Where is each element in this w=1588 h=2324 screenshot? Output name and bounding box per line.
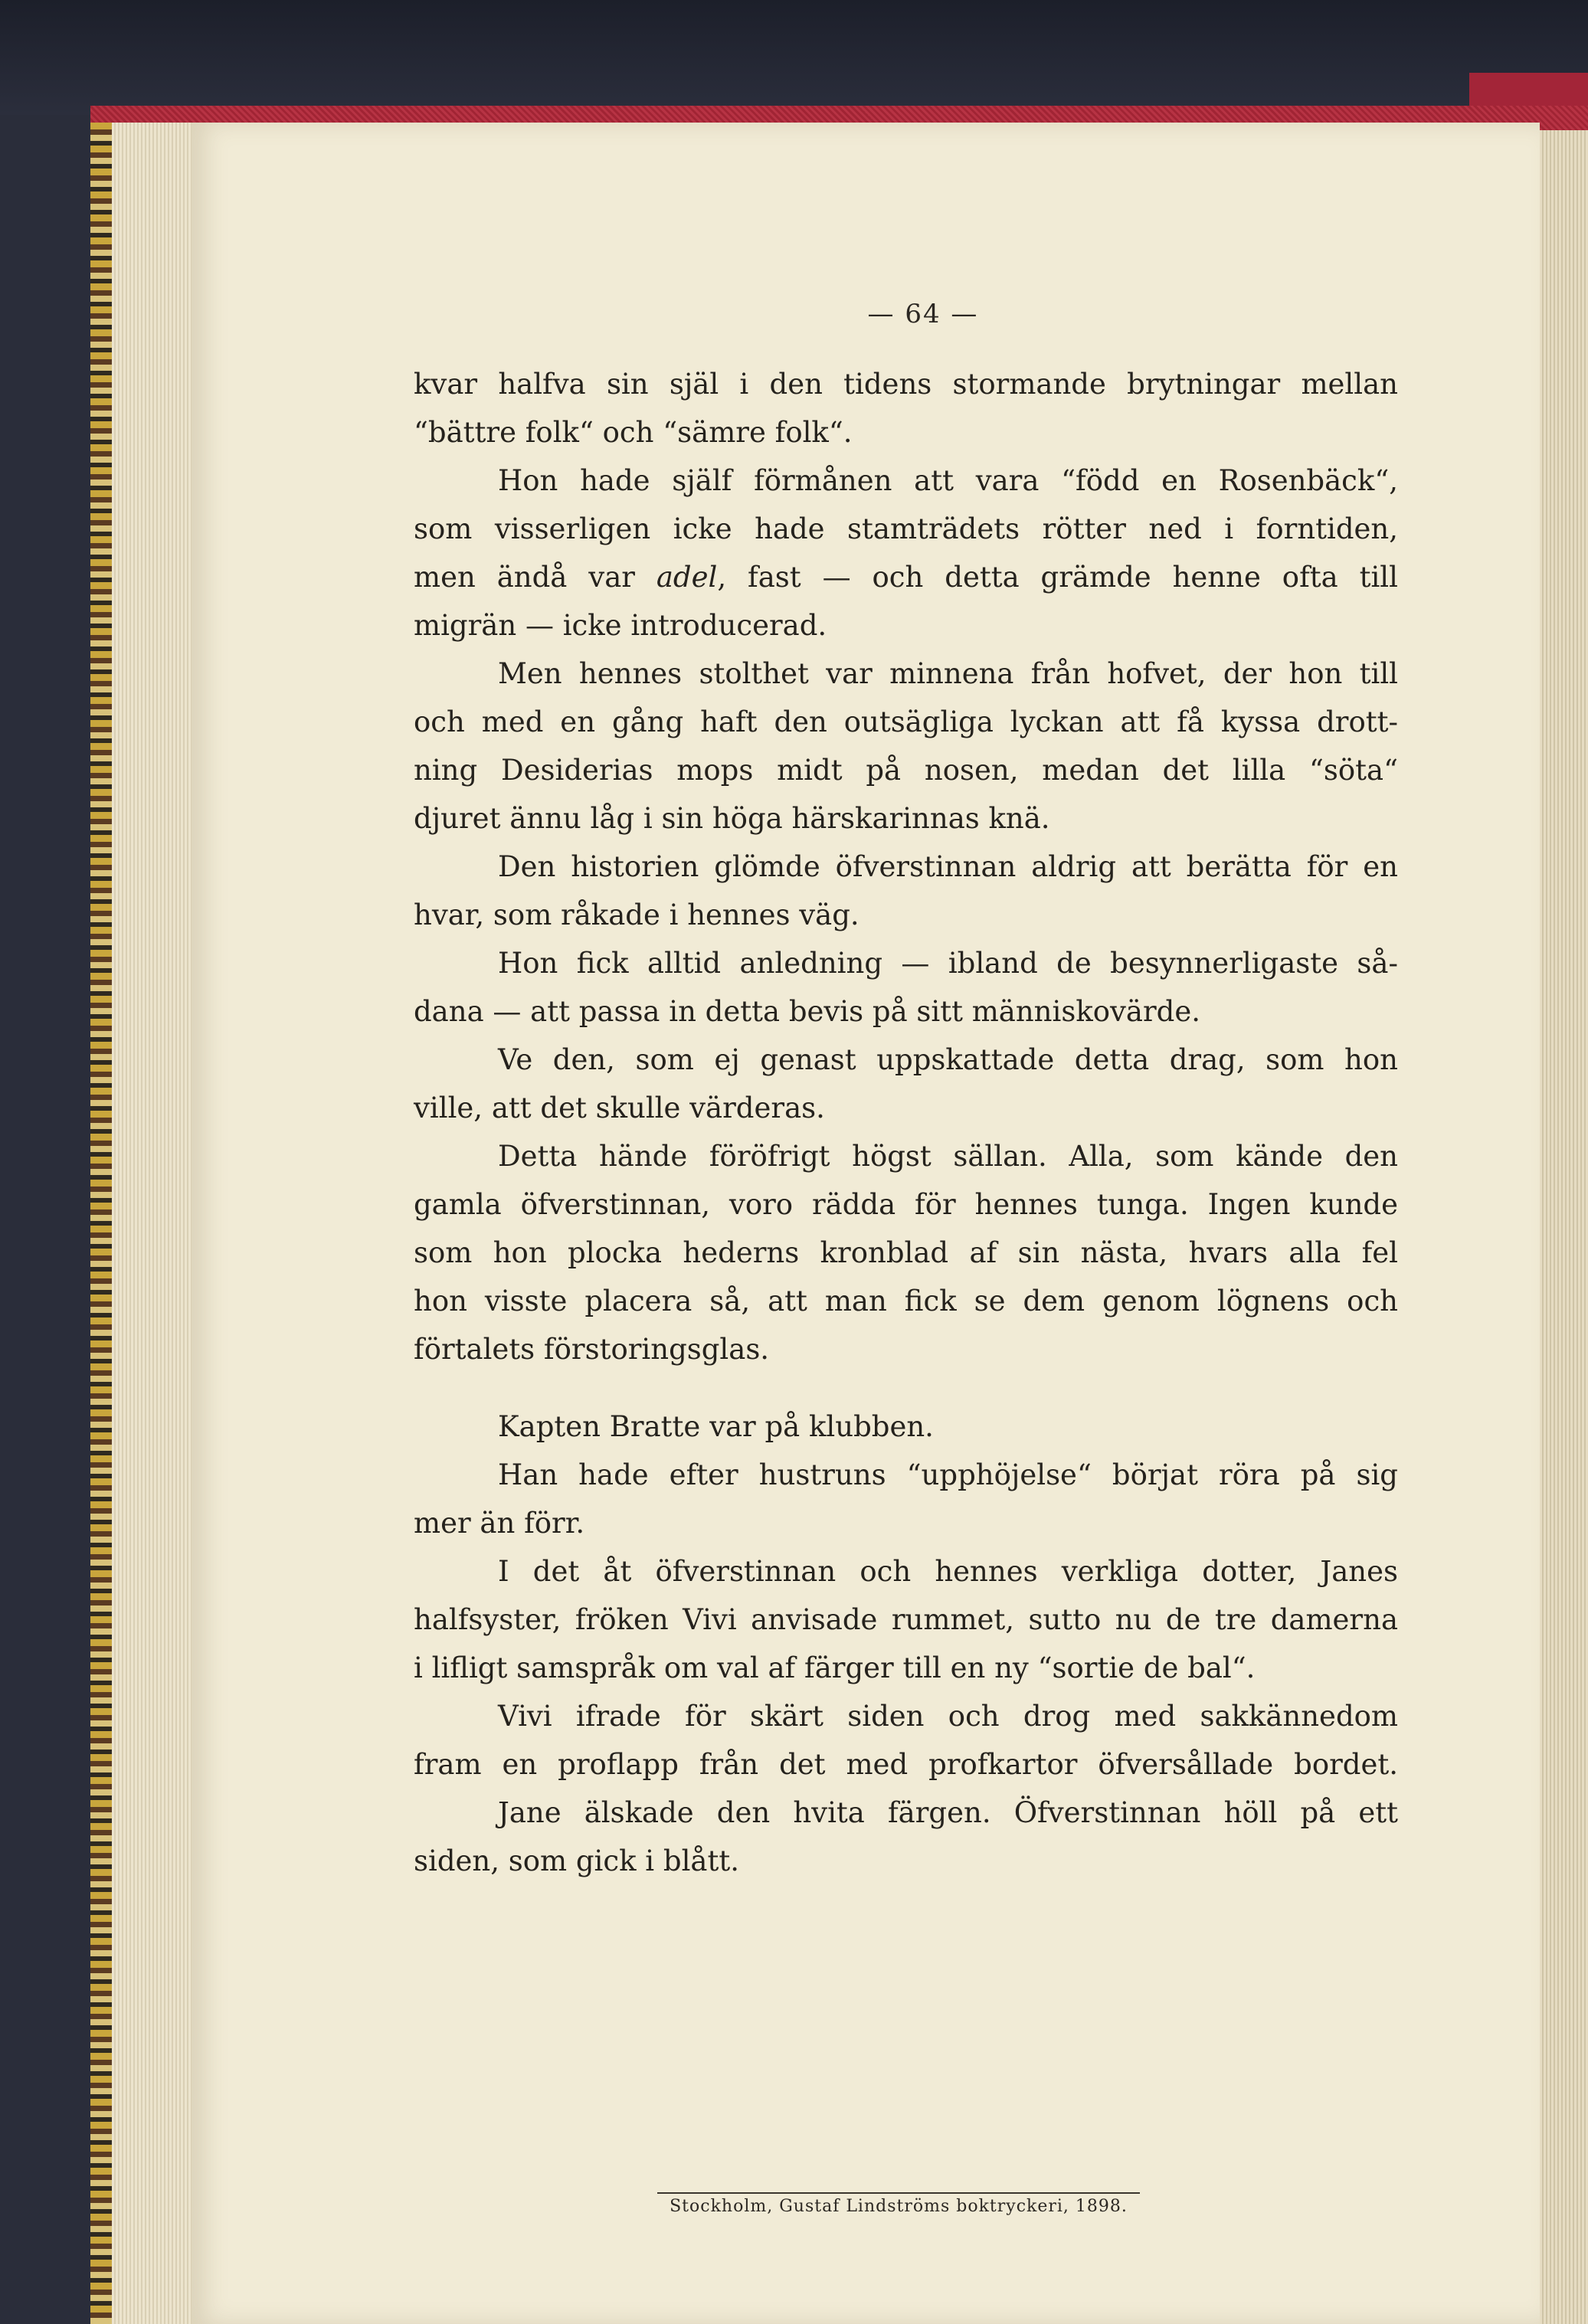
text-line: Jane älskade den hvita färgen. Öfverstinnan höll på ett <box>498 1796 1398 1829</box>
text-line: Hon hade själf förmånen att vara “född en Rosenbäck“, <box>498 464 1398 497</box>
text-line: migrän — icke introducerad. <box>414 609 827 642</box>
text-line: gamla öfverstinnan, voro rädda för hennes tunga. Ingen kunde <box>414 1188 1398 1221</box>
text-line: i lifligt samspråk om val af färger till en ny “sortie de bal“. <box>414 1651 1256 1684</box>
text-line: hon visste placera så, att man fick se dem genom lögnens och <box>414 1285 1398 1317</box>
text-line: Hon fick alltid anledning — ibland de besynnerligaste så- <box>498 947 1398 980</box>
text-line: djuret ännu låg i sin höga härskarinnas knä. <box>414 802 1050 835</box>
text-line: men ändå var adel, fast — och detta grämde henne ofta till <box>414 561 1398 594</box>
text-line: halfsyster, fröken Vivi anvisade rummet, sutto nu de tre damerna <box>414 1603 1398 1636</box>
body-text <box>414 360 1398 1885</box>
text-line: Men hennes stolthet var minnena från hofvet, der hon till <box>498 657 1398 690</box>
text-line: ville, att det skulle värderas. <box>414 1092 825 1124</box>
page-number: — 64 — <box>867 299 979 329</box>
text-line: Kapten Bratte var på klubben. <box>498 1410 934 1443</box>
text-line: Den historien glömde öfverstinnan aldrig att berätta för en <box>498 850 1398 883</box>
text-line: siden, som gick i blått. <box>414 1844 739 1877</box>
section-gap <box>414 1373 1398 1403</box>
text-line: som visserligen icke hade stamträdets rötter ned i forntiden, <box>414 512 1398 545</box>
page-stack-left <box>112 123 196 2324</box>
marbled-endpaper <box>90 123 112 2324</box>
text-line: kvar halfva sin själ i den tidens stormande brytningar mellan <box>414 368 1398 401</box>
text-line: ning Desiderias mops midt på nosen, medan det lilla “söta“ <box>414 754 1398 787</box>
text-line: mer än förr. <box>414 1507 585 1540</box>
text-line: som hon plocka hederns kronblad af sin nästa, hvars alla fel <box>414 1236 1398 1269</box>
page-stack-right <box>1540 130 1588 2324</box>
text-line: Detta hände föröfrigt högst sällan. Alla, som kände den <box>498 1140 1398 1173</box>
text-line: dana — att passa in detta bevis på sitt människovärde. <box>414 995 1201 1028</box>
text-line: Ve den, som ej genast uppskattade detta drag, som hon <box>498 1043 1398 1076</box>
text-line: I det åt öfverstinnan och hennes verkliga dotter, Janes <box>498 1555 1398 1588</box>
text-line: Vivi ifrade för skärt siden och drog med sakkännedom <box>498 1700 1398 1733</box>
printer-footer: Stockholm, Gustaf Lindströms boktryckeri, 1898. <box>657 2192 1140 2216</box>
text-line: “bättre folk“ och “sämre folk“. <box>414 416 853 449</box>
text-line: fram en proflapp från det med profkartor öfversållade bordet. <box>414 1748 1398 1781</box>
dark-background <box>0 0 1588 115</box>
text-line: hvar, som råkade i hennes väg. <box>414 899 859 931</box>
text-line: Han hade efter hustruns “upphöjelse“ börjat röra på sig <box>498 1458 1398 1491</box>
text-line: och med en gång haft den outsägliga lyckan att få kyssa drott- <box>414 705 1398 738</box>
text-line: förtalets förstoringsglas. <box>414 1333 770 1366</box>
